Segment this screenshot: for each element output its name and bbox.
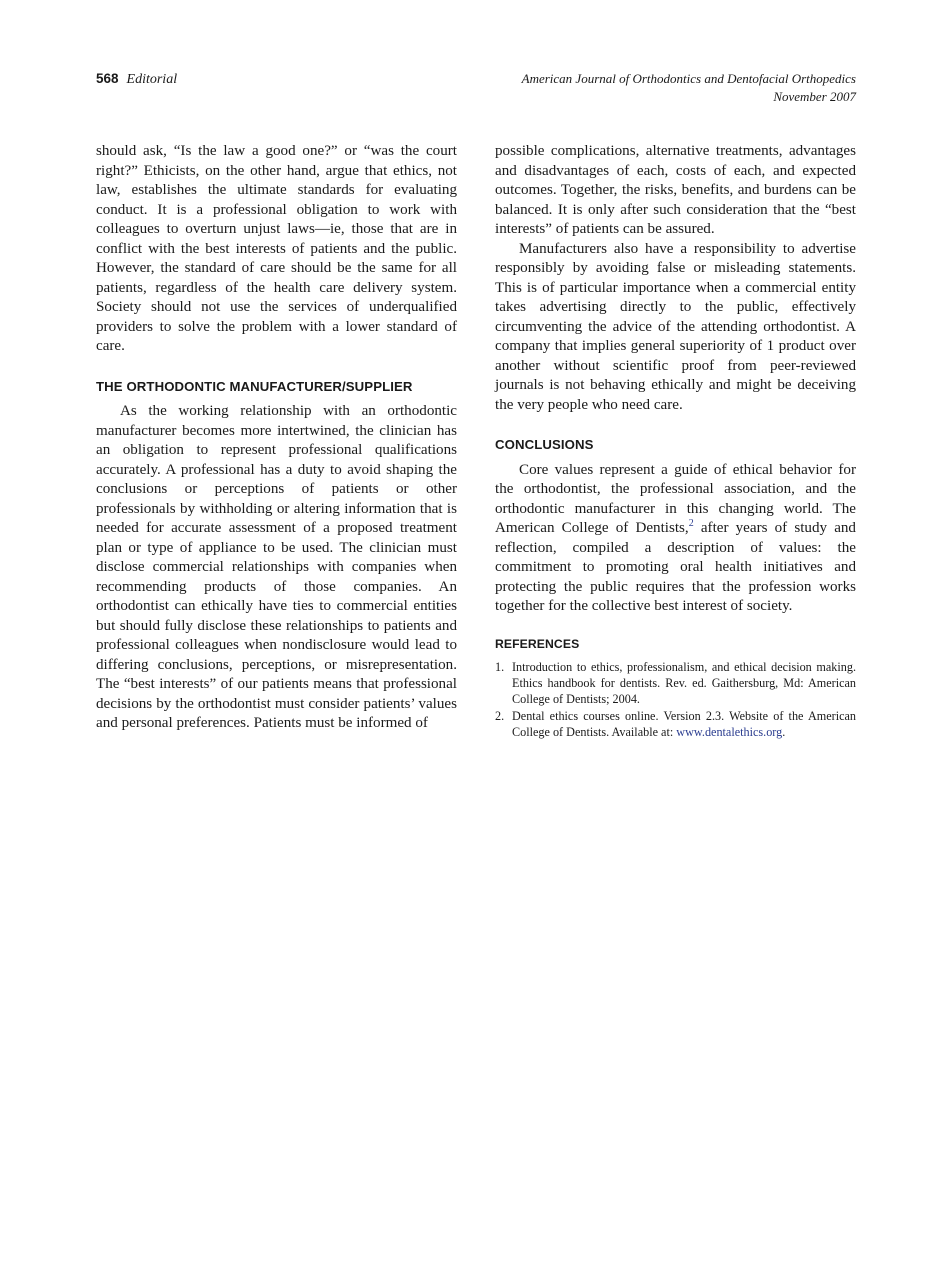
journal-title: American Journal of Orthodontics and Dentofacial Orthopedics xyxy=(521,71,856,86)
reference-trailing: . xyxy=(782,724,786,739)
section-heading-manufacturer: THE ORTHODONTIC MANUFACTURER/SUPPLIER xyxy=(96,378,413,394)
reference-link[interactable]: www.dentalethics.org xyxy=(676,724,783,739)
running-head xyxy=(96,70,856,110)
paragraph-informed-continued: possible complications, alternative treatments, advantages and disadvantages of each, costs of each, and expected outcomes. Together, the risks, benefits, and burdens can be balanced. It is only after such consideration that the “best interests” of patients can be assured. xyxy=(495,143,856,237)
issue-date: November 2007 xyxy=(773,89,856,104)
paragraph-conclusions xyxy=(495,461,856,617)
section-heading-references: REFERENCES xyxy=(495,636,580,651)
conclusions-text-part2: after years of study and reflection, compiled a description of values: the commitment to promoting oral health initiatives and protecting the public requires that the profession works together for the collective best interest of society. xyxy=(495,520,856,614)
section-heading-conclusions: CONCLUSIONS xyxy=(495,437,594,452)
conclusions-text-part1: Core values represent a guide of ethical behavior for the orthodontist, the professional association, and the orthodontic manufacturer in this changing world. The American College of Dentists, xyxy=(495,461,856,536)
reference-text: Introduction to ethics, professionalism, and ethical decision making. Ethics handbook for dentists. Rev. ed. Gaithersburg, Md: American College of Dentists; 2004. xyxy=(512,660,856,707)
right-column xyxy=(495,142,856,740)
reference-item xyxy=(495,659,856,708)
paragraph-law-continued: should ask, “Is the law a good one?” or “was the court right?” Ethicists, on the other hand, argue that ethics, not law, establishes the ultimate standards for evaluating conduct. It is a professional obligation to work with colleagues to overturn unjust laws—ie, those that are in conflict with the best interests of patients and the public. However, the standard of care should be the same for all patients, regardless of the health care delivery system. Society should not use the services of underqualified providers to solve the problem with a lower standard of care. xyxy=(96,143,457,354)
left-column xyxy=(96,142,457,734)
paragraph-advertising: Manufacturers also have a responsibility to advertise responsibly by avoiding false or misleading statements. This is of particular importance when a commercial entity takes advertising directly to the public, effectively circumventing the advice of the attending orthodontist. A company that implies general superiority of 1 product over another without scientific proof from peer-reviewed journals is not behaving ethically and might be deceiving the very people who need care. xyxy=(495,240,856,413)
page-number: 568 xyxy=(96,71,119,86)
running-head-right xyxy=(522,70,856,106)
citation-superscript[interactable]: 2 xyxy=(688,517,694,529)
reference-item xyxy=(495,708,856,740)
reference-text: Dental ethics courses online. Version 2.3. Website of the American College of Dentists. Available at: xyxy=(512,708,856,739)
paragraph-manufacturer: As the working relationship with an orthodontic manufacturer becomes more intertwined, the clinician has an obligation to represent professional qualifications accurately. A professional has a duty to avoid shaping the conclusions or perceptions of patients or other professionals by withholding or altering information that is needed for accurate assessment of a proposed treatment plan or type of appliance to be used. The clinician must disclose commercial relationships with companies when recommending products of those companies. An orthodontist can ethically have ties to commercial entities but should fully disclose these relationships to patients and professional colleagues when nondisclosure would lead to differing conclusions, perceptions, or misrepresentation. The “best interests” of our patients means that professional decisions by the orthodontist must consider patients’ values and personal preferences. Patients must be informed of xyxy=(96,403,457,731)
section-label: Editorial xyxy=(126,72,178,87)
reference-number: 2. xyxy=(495,708,505,723)
running-head-left xyxy=(96,70,177,88)
references-list xyxy=(495,659,856,740)
reference-number: 1. xyxy=(495,660,505,674)
